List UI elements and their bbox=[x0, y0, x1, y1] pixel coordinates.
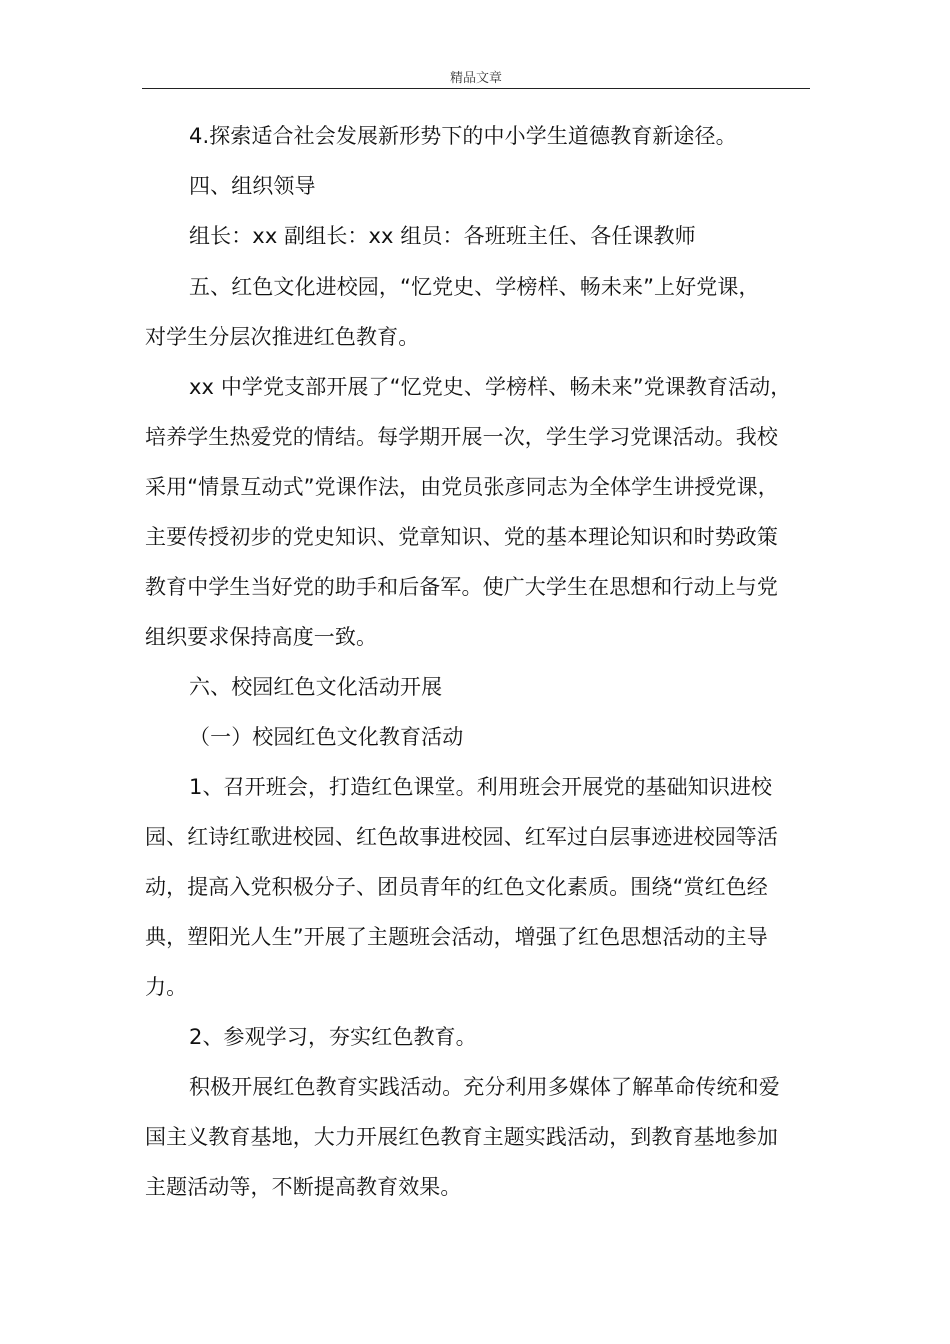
subsection-heading: （一）校园红色文化教育活动 bbox=[189, 725, 464, 749]
paragraph-line: 组长：xx 副组长：xx 组员：各班班主任、各任课教师 bbox=[189, 224, 696, 248]
section-heading: 六、校园红色文化活动开展 bbox=[189, 675, 443, 699]
paragraph-line: 2、参观学习，夯实红色教育。 bbox=[189, 1025, 477, 1049]
paragraph-line: 4.探索适合社会发展新形势下的中小学生道德教育新途径。 bbox=[189, 124, 737, 148]
paragraph-line: 园、红诗红歌进校园、红色故事进校园、红军过白层事迹进校园等活 bbox=[145, 825, 778, 849]
paragraph-line: 国主义教育基地，大力开展红色教育主题实践活动，到教育基地参加 bbox=[145, 1125, 778, 1149]
section-heading: 五、红色文化进校园，“忆党史、学榜样、畅未来”上好党课， bbox=[189, 275, 760, 299]
paragraph-line: 力。 bbox=[145, 975, 188, 999]
paragraph-line: 主题活动等，不断提高教育效果。 bbox=[145, 1175, 462, 1199]
paragraph-line: 积极开展红色教育实践活动。充分利用多媒体了解革命传统和爱 bbox=[189, 1075, 780, 1099]
paragraph-line: xx 中学党支部开展了“忆党史、学榜样、畅未来”党课教育活动， bbox=[189, 375, 792, 399]
paragraph-line: 主要传授初步的党史知识、党章知识、党的基本理论知识和时势政策 bbox=[145, 525, 778, 549]
paragraph-line: 对学生分层次推进红色教育。 bbox=[145, 325, 420, 349]
paragraph-line: 组织要求保持高度一致。 bbox=[145, 625, 378, 649]
paragraph-line: 动，提高入党积极分子、团员青年的红色文化素质。围绕“赏红色经 bbox=[145, 875, 768, 899]
paragraph-line: 教育中学生当好党的助手和后备军。使广大学生在思想和行动上与党 bbox=[145, 575, 778, 599]
paragraph-line: 典，塑阳光人生”开展了主题班会活动，增强了红色思想活动的主导 bbox=[145, 925, 768, 949]
header-rule bbox=[142, 88, 810, 89]
page-header: 精品文章 bbox=[449, 71, 502, 86]
paragraph-line: 采用“情景互动式”党课作法，由党员张彦同志为全体学生讲授党课， bbox=[145, 475, 779, 499]
section-heading: 四、组织领导 bbox=[189, 174, 316, 198]
paragraph-line: 培养学生热爱党的情结。每学期开展一次，学生学习党课活动。我校 bbox=[145, 425, 778, 449]
paragraph-line: 1、召开班会，打造红色课堂。利用班会开展党的基础知识进校 bbox=[189, 775, 773, 799]
